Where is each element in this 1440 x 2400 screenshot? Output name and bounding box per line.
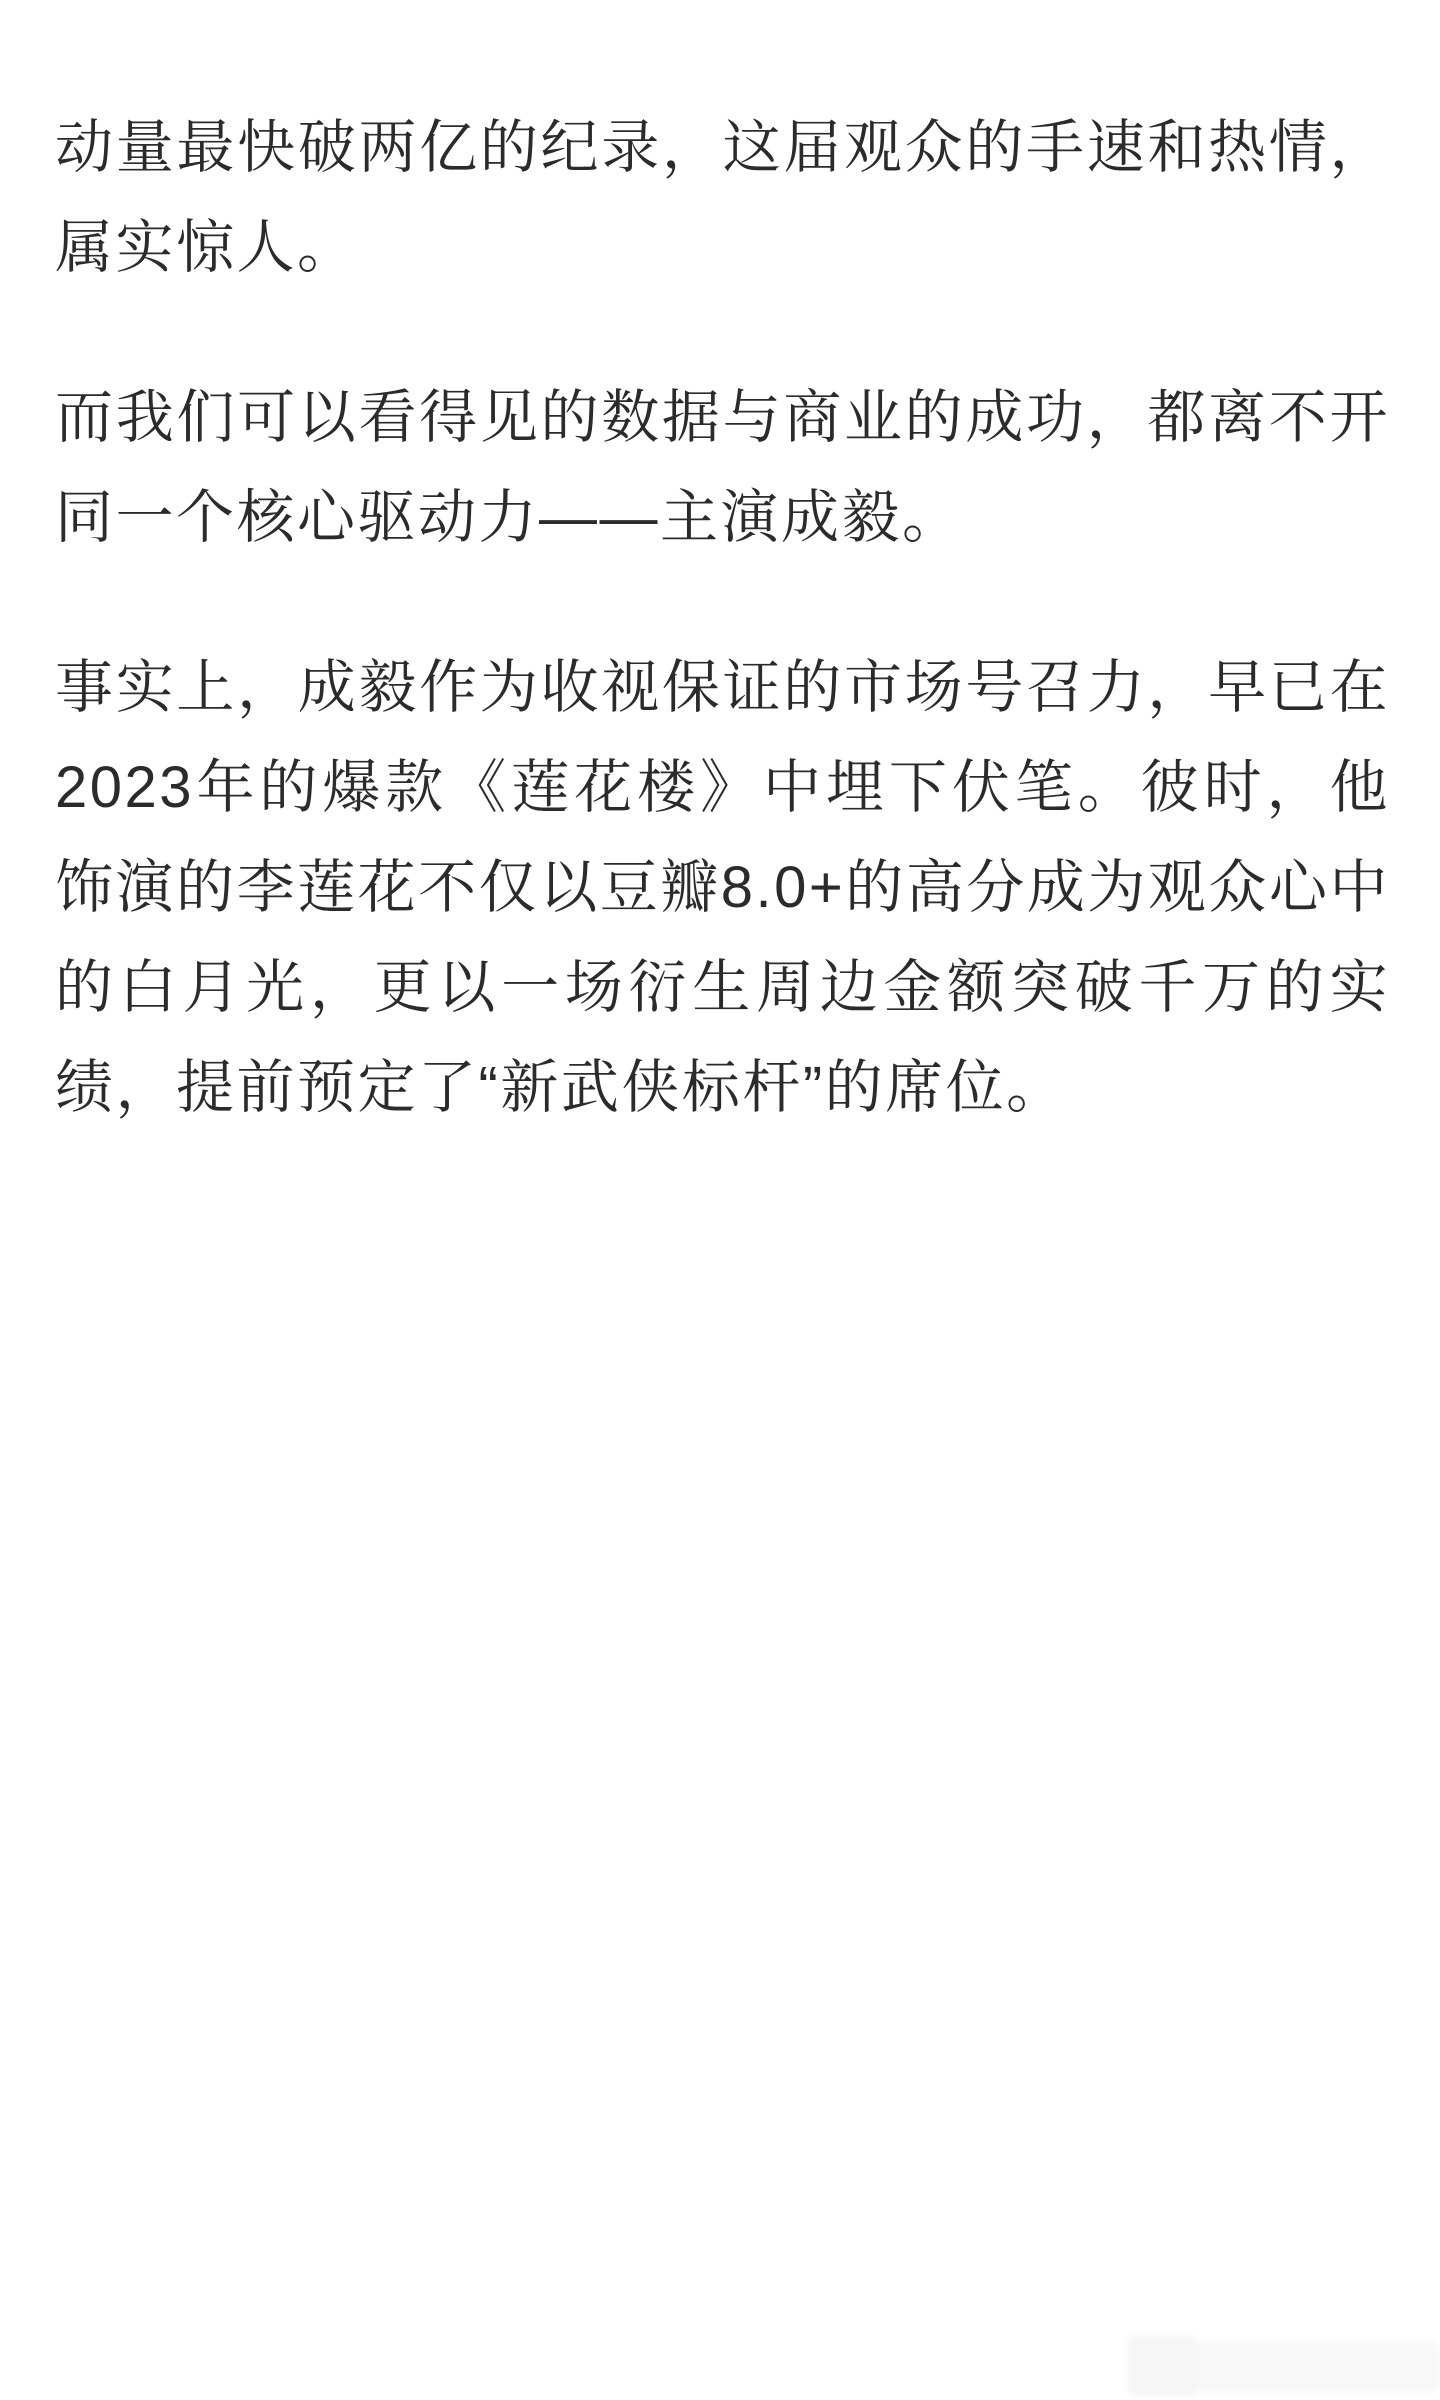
paragraph-3: 事实上，成毅作为收视保证的市场号召力，早已在2023年的爆款《莲花楼》中埋下伏笔。彼时，他饰演的李莲花不仅以豆瓣8.0+的高分成为观众心中的白月光，更以一场衍生周边金额突破千万的实绩，提前预定了“新武侠标杆”的席位。 bbox=[55, 655, 1390, 1120]
paragraph-2: 而我们可以看得见的数据与商业的成功，都离不开同一个核心驱动力——主演成毅。 bbox=[55, 385, 1390, 550]
article-body bbox=[55, 98, 1390, 1208]
watermark bbox=[1140, 2340, 1440, 2392]
paragraph-1: 动量最快破两亿的纪录，这届观众的手速和热情，属实惊人。 bbox=[55, 115, 1390, 280]
